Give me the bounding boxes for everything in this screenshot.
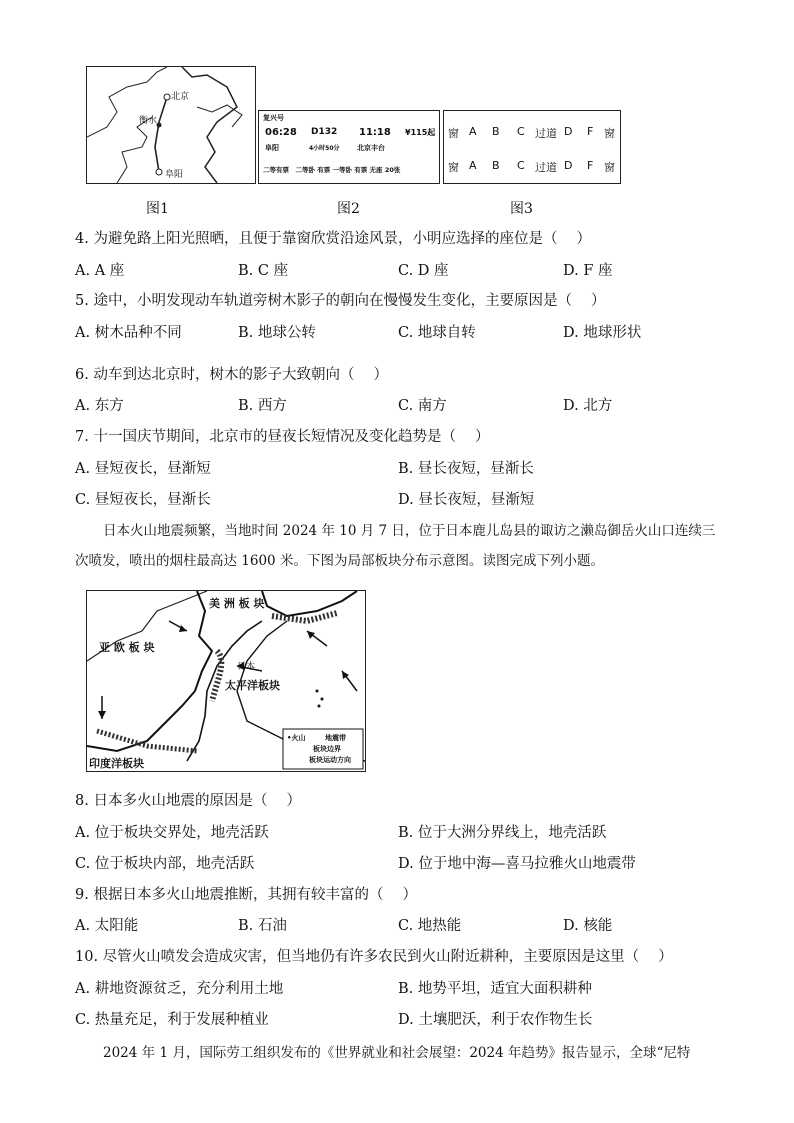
question-5-option-a[interactable]: A. 树木品种不同 bbox=[75, 325, 182, 341]
ticket-to: 北京丰台 bbox=[357, 144, 385, 152]
figure-3-seat-layout bbox=[443, 110, 621, 184]
question-5-stem: 5. 途中，小明发现动车轨道旁树木影子的朝向在慢慢发生变化，主要原因是（ ） bbox=[75, 293, 606, 309]
question-5-option-b[interactable]: B. 地球公转 bbox=[238, 325, 316, 341]
figure-plate-map bbox=[86, 590, 366, 772]
label-america-plate: 美 洲 板 块 bbox=[209, 597, 265, 610]
question-8-stem: 8. 日本多火山地震的原因是（ ） bbox=[75, 793, 302, 809]
question-8-option-b[interactable]: B. 位于大洲分界线上，地壳活跃 bbox=[398, 825, 607, 841]
label-pacific-plate: 太平洋板块 bbox=[225, 679, 280, 692]
question-5-option-d[interactable]: D. 地球形状 bbox=[563, 325, 642, 341]
figure-3-caption: 图3 bbox=[510, 201, 533, 217]
china-east-map-svg bbox=[87, 67, 255, 183]
question-7-option-b[interactable]: B. 昼长夜短，昼渐长 bbox=[398, 461, 534, 477]
question-9-option-a[interactable]: A. 太阳能 bbox=[75, 918, 139, 934]
ticket-duration: 4小时50分 bbox=[309, 145, 340, 152]
ticket-arr-time: 11:18 bbox=[359, 127, 391, 138]
legend-plate-direction: 板块运动方向 bbox=[309, 756, 351, 764]
ticket-seats: 二等有票 二等卧 有票 一等卧 有票 无座 20张 bbox=[263, 166, 401, 174]
question-6-option-c[interactable]: C. 南方 bbox=[398, 398, 447, 414]
question-4-option-a[interactable]: A. A 座 bbox=[75, 263, 125, 279]
seat-row-1: 窗 A B C 过道 D F 窗 bbox=[448, 125, 615, 140]
question-6-stem: 6. 动车到达北京时，树木的影子大致朝向（ ） bbox=[75, 367, 389, 383]
label-indian-plate: 印度洋板块 bbox=[89, 757, 144, 770]
question-4-option-c[interactable]: C. D 座 bbox=[398, 263, 449, 279]
question-5-option-c[interactable]: C. 地球自转 bbox=[398, 325, 476, 341]
question-7-option-d[interactable]: D. 昼长夜短，昼渐短 bbox=[398, 492, 535, 508]
ticket-train-no: D132 bbox=[311, 127, 338, 137]
question-10-option-a[interactable]: A. 耕地资源贫乏，充分利用土地 bbox=[75, 981, 284, 997]
question-9-option-c[interactable]: C. 地热能 bbox=[398, 918, 462, 934]
ticket-price: ¥115起 bbox=[405, 128, 436, 137]
question-9-option-b[interactable]: B. 石油 bbox=[238, 918, 287, 934]
ticket-dep-time: 06:28 bbox=[265, 127, 297, 138]
ticket-from: 阜阳 bbox=[265, 144, 279, 152]
label-eurasia-plate: 亚 欧 板 块 bbox=[99, 641, 155, 654]
question-10-stem: 10. 尽管火山喷发会造成灾害，但当地仍有许多农民到火山附近耕种，主要原因是这里（ ） bbox=[75, 949, 673, 965]
label-japan: 日本 bbox=[237, 662, 256, 672]
question-6-option-d[interactable]: D. 北方 bbox=[563, 398, 613, 414]
question-4-option-b[interactable]: B. C 座 bbox=[238, 263, 289, 279]
question-7-stem: 7. 十一国庆节期间，北京市的昼夜长短情况及变化趋势是（ ） bbox=[75, 429, 490, 445]
question-10-option-c[interactable]: C. 热量充足，利于发展种植业 bbox=[75, 1012, 269, 1028]
figure-1-caption: 图1 bbox=[146, 201, 169, 217]
legend-plate-boundary: 板块边界 bbox=[313, 745, 341, 753]
question-6-option-b[interactable]: B. 西方 bbox=[238, 398, 287, 414]
legend-volcano: •火山 bbox=[287, 734, 306, 742]
seat-row-2: 窗 A B C 过道 D F 窗 bbox=[448, 159, 615, 174]
map-label-fuyang: 阜阳 bbox=[165, 170, 184, 180]
question-8-option-d[interactable]: D. 位于地中海—喜马拉雅火山地震带 bbox=[398, 856, 636, 872]
figure-2-caption: 图2 bbox=[337, 201, 360, 217]
passage-employment: 2024 年 1 月，国际劳工组织发布的《世界就业和社会展望：2024 年趋势》报告显示，全球“尼特 bbox=[103, 1045, 691, 1061]
passage-volcano: 日本火山地震频繁，当地时间 2024 年 10 月 7 日，位于日本鹿儿岛县的诹访之濑岛御岳火山口连续三次喷发，喷出的烟柱最高达 1600 米。下图为局部板块分布示意图。读图完成下列小题。 bbox=[75, 523, 716, 569]
map-label-hengshui: 衡水 bbox=[139, 116, 158, 126]
question-6-option-a[interactable]: A. 东方 bbox=[75, 398, 124, 414]
figure-2-ticket bbox=[258, 110, 440, 184]
question-10-option-d[interactable]: D. 土壤肥沃，利于农作物生长 bbox=[398, 1012, 593, 1028]
map-label-beijing: 北京 bbox=[171, 92, 190, 102]
question-4-stem: 4. 为避免路上阳光照晒，且便于靠窗欣赏沿途风景，小明应选择的座位是（ ） bbox=[75, 231, 592, 247]
legend-quake-belt: 地震带 bbox=[325, 734, 346, 742]
question-7-option-a[interactable]: A. 昼短夜长，昼渐短 bbox=[75, 461, 211, 477]
question-9-stem: 9. 根据日本多火山地震推断，其拥有较丰富的（ ） bbox=[75, 887, 418, 903]
figure-1-route-map bbox=[86, 66, 256, 184]
question-7-option-c[interactable]: C. 昼短夜长，昼渐长 bbox=[75, 492, 211, 508]
question-8-option-c[interactable]: C. 位于板块内部，地壳活跃 bbox=[75, 856, 255, 872]
question-10-option-b[interactable]: B. 地势平坦，适宜大面积耕种 bbox=[398, 981, 592, 997]
ticket-title: 复兴号 bbox=[263, 114, 284, 122]
question-4-option-d[interactable]: D. F 座 bbox=[563, 263, 613, 279]
question-8-option-a[interactable]: A. 位于板块交界处，地壳活跃 bbox=[75, 825, 269, 841]
question-9-option-d[interactable]: D. 核能 bbox=[563, 918, 613, 934]
